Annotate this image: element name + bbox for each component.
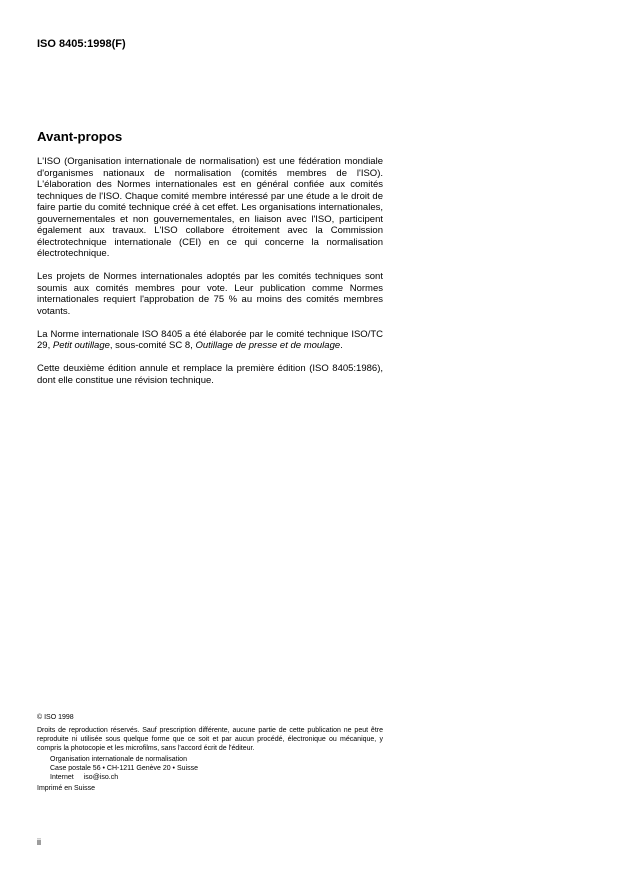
- paragraph-iso-description: L'ISO (Organisation internationale de normalisation) est une fédération mondiale d'organismes nationaux de normalisation (comités membres de l'ISO). L'élaboration des Normes internationales est en général confiée aux comités techniques de l'ISO. Chaque comité membre intéressé par une étude a le droit de faire partie du comité technique créé à cet effet. Les organisations internationales, gouvernementales et non gouvernementales, en liaison avec l'ISO, participent également aux travaux. L'ISO collabore étroitement avec la Commission électrotechnique internationale (CEI) en ce qui concerne la normalisation électrotechnique.: [37, 156, 383, 259]
- postal-address: Case postale 56 • CH-1211 Genève 20 • Suisse: [50, 765, 198, 772]
- internet-email-link[interactable]: iso@iso.ch: [83, 774, 119, 781]
- paragraph-edition: Cette deuxième édition annule et remplace la première édition (ISO 8405:1986), dont elle constitue une révision technique.: [37, 363, 383, 386]
- committee-text-e: .: [340, 340, 343, 351]
- committee-text-a: La Norme internationale ISO 8405 a été élaborée par le comité technique ISO/TC 29,: [37, 328, 383, 351]
- committee-text-c: , sous-comité SC 8,: [109, 340, 196, 351]
- internet-label: Internet: [50, 774, 74, 781]
- paragraph-committee: [37, 329, 383, 352]
- section-title: Avant-propos: [37, 129, 123, 144]
- subcommittee-name: Outillage de presse et de moulage: [195, 340, 341, 351]
- copyright-line: © ISO 1998: [37, 714, 74, 721]
- document-id-header: ISO 8405:1998(F): [37, 38, 126, 50]
- paragraph-voting: Les projets de Normes internationales adoptés par les comités techniques sont soumis aux comités membres pour vote. Leur publication comme Normes internationales requiert l'approbation de 75 % au moins des comités membres votants.: [37, 271, 383, 317]
- committee-name: Petit outillage: [52, 340, 110, 351]
- rights-notice: Droits de reproduction réservés. Sauf prescription différente, aucune partie de cette publication ne peut être reproduite ni utilisée sous quelque forme que ce soit et par aucun procédé, électronique ou mécanique, y compris la photocopie et les microfilms, sans l'accord écrit de l'éditeur.: [37, 727, 383, 752]
- copyright-footer: [37, 713, 383, 793]
- printed-in: Imprimé en Suisse: [37, 785, 95, 792]
- page-number: ii: [37, 837, 41, 847]
- foreword-body: [37, 156, 383, 386]
- internet-line: [37, 773, 383, 782]
- org-name: Organisation internationale de normalisation: [50, 756, 187, 763]
